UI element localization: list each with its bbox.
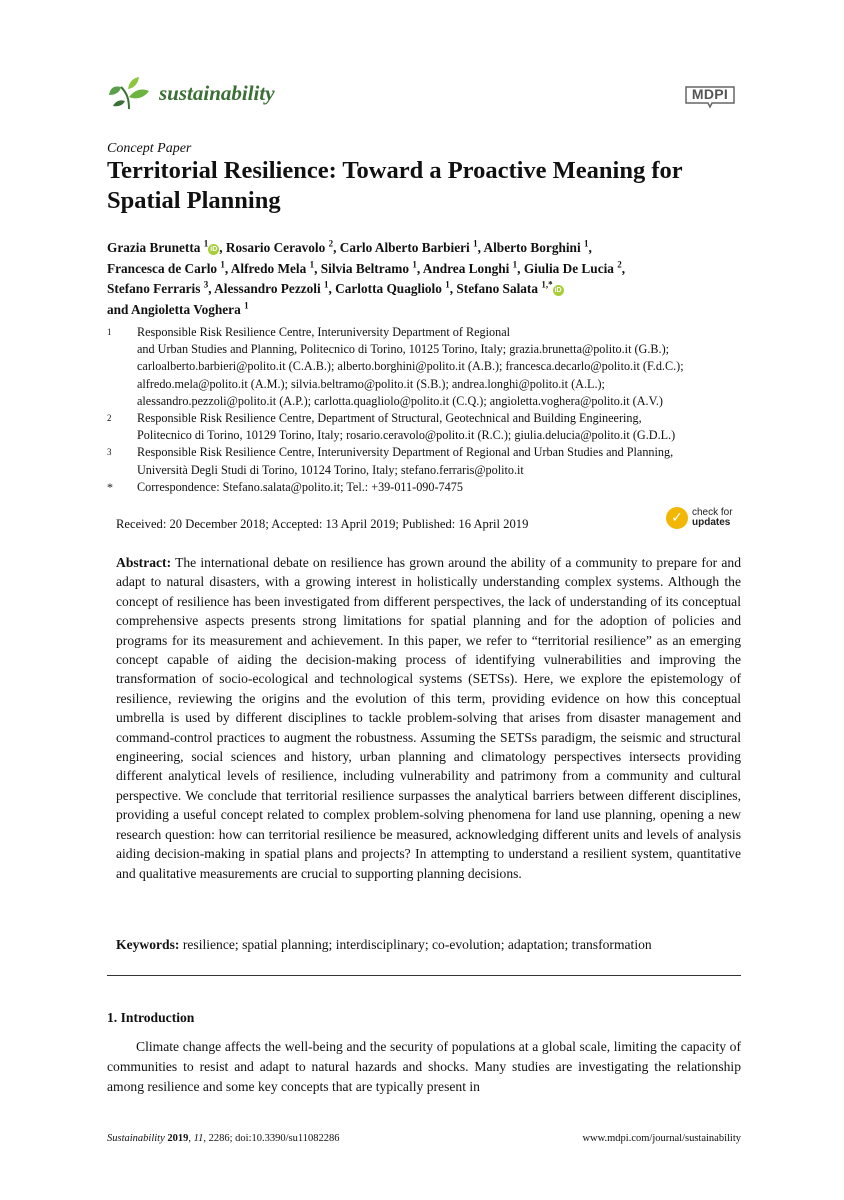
affiliation-number: 2 xyxy=(107,413,112,424)
leaf-icon xyxy=(107,75,151,111)
affiliation-line: Responsible Risk Resilience Centre, Interuniversity Department of Regional xyxy=(137,325,510,339)
author-name: Alfredo Mela $^1$ xyxy=(230,259,315,276)
author-name: Stefano Ferraris $^3$ xyxy=(107,279,209,296)
author-affiliation-mark: 1 xyxy=(473,238,478,249)
footer-volume: 11 xyxy=(193,1133,204,1144)
affiliation-item xyxy=(107,444,747,478)
author-name: Stefano Salata $^{1,*}$iD xyxy=(456,279,562,296)
author-affiliation-mark: 1 xyxy=(309,259,315,270)
footer-journal: Sustainability xyxy=(107,1133,165,1144)
affiliations xyxy=(107,324,747,496)
affiliation-line: Università Degli Studi di Torino, 10124 Torino, Italy; stefano.ferraris@polito.it xyxy=(137,462,524,477)
keywords-label: Keywords: xyxy=(116,937,180,952)
affiliation-line: carloalberto.barbieri@polito.it (C.A.B.); alberto.borghini@polito.it (A.B.); francesca.decarlo@polito.it (F.d.C.); xyxy=(137,359,684,374)
section-body: Climate change affects the well-being and the security of populations at a global scale, limiting the capacity of communities to resist and adapt to natural hazards and shocks. Many studies are investigating the relationship among resilience and some key concepts that are typically present in xyxy=(107,1039,741,1094)
author-affiliation-mark: 1 xyxy=(203,238,209,249)
author-conjunction: and xyxy=(107,301,132,317)
author-name: Carlotta Quagliolo $^1$ xyxy=(335,279,450,296)
author-name: Silvia Beltramo $^1$ xyxy=(320,259,417,276)
author-affiliation-mark: 1 xyxy=(220,259,225,270)
author-affiliation-mark: 1 xyxy=(412,259,417,270)
section-divider xyxy=(107,975,741,976)
journal-logo[interactable] xyxy=(107,73,275,113)
check-updates-line2: updates xyxy=(692,517,731,528)
author-name: Alessandro Pezzoli $^1$ xyxy=(214,279,329,296)
author-affiliation-mark: 2 xyxy=(328,238,334,249)
author-name: Carlo Alberto Barbieri $^1$ xyxy=(339,238,478,255)
footer-year: 2019 xyxy=(167,1133,189,1144)
author-name: Angioletta Voghera $^1$ xyxy=(131,300,249,317)
orcid-icon[interactable]: iD xyxy=(210,246,218,253)
check-for-updates-button[interactable] xyxy=(666,507,733,529)
abstract-text: The international debate on resilience has grown around the ability of a community to prepare for and adapt to natural disasters, with a growing interest in holistically understanding complex systems. Although the concept of resilience has been investigated from different perspectives, the lack of understanding of its conceptual comprehensive aspects presents strong limitations for spatial planning and for the adoption of policies and programs for its measurement and achievement. In this paper, we refer to “territorial resilience” as an emerging concept capable of aiding the decision-making process of identifying vulnerabilities and improving the transformation of socio-ecological and technological systems (SETSs). Here, we explore the epistemology of resilience, reviewing the origins and the evolution of this term, providing evidence on how this conceptual umbrella is used by different disciplines to tackle problem-solving that arises from disaster management and command-control practices to augment the robustness. Assuming the SETSs paradigm, the seismic and structural engineering, social sciences and history, urban planning and climatology perspectives intersects providing different analytical levels of resilience, including vulnerability and patrimony from a community and cultural perspective. We conclude that territorial resilience surpasses the analytical barriers between different disciplines, providing a useful concept related to complex problem-solving phenomena for land use planning, opening a new research question: how can territorial resilience be measured, acknowledging different units and levels of analysis aiding decision-making in spatial plans and projects? In attempting to understand a resilient system, quantitative and qualitative measurements are crucial to supporting planning decisions. xyxy=(116,555,742,881)
affiliation-number: * xyxy=(107,479,113,494)
affiliation-item xyxy=(107,479,747,496)
affiliation-line: Responsible Risk Resilience Centre, Department of Structural, Geotechnical and Building Engineering, xyxy=(137,411,642,426)
publisher-name: MDPI xyxy=(691,86,729,102)
author-name: Francesca de Carlo $^1$ xyxy=(107,259,225,276)
author-affiliation-mark: 1 xyxy=(445,279,450,290)
author-affiliation-mark: 2 xyxy=(617,259,622,270)
publication-dates: Received: 20 December 2018; Accepted: 13 April 2019; Published: 16 April 2019 xyxy=(116,517,529,531)
orcid-icon[interactable]: iD xyxy=(554,287,562,294)
article-type: Concept Paper xyxy=(107,141,192,156)
affiliation-line: Correspondence: Stefano.salata@polito.it; Tel.: +39-011-090-7475 xyxy=(137,479,463,494)
check-updates-line1: check for xyxy=(692,507,733,518)
footer-doi: , 2286; doi:10.3390/su11082286 xyxy=(203,1133,340,1144)
author-name: Andrea Longhi $^1$ xyxy=(422,259,518,276)
author-affiliation-mark: 3 xyxy=(203,279,209,290)
author-name: Grazia Brunetta $^1$iD xyxy=(107,238,218,255)
author-list: Grazia Brunetta $^1$iD , Rosario Ceravolo $^2$, Carlo Alberto Barbieri $^1$, Alberto Borghini $^1$, Francesca de Carlo $^1$, Alfredo Mela $^1$, Silvia Beltramo $^1$, Andrea Longhi $^1$, Giulia De Lucia $^2$, Stefano Ferraris $^3$, Alessandro Pezzoli $^1$, Carlotta Quagliolo $^1$, Stefano Salata $^{1,*}$iD and Angioletta Voghera $^1$ xyxy=(107,238,626,317)
paper-title: Territorial Resilience: Toward a Proactive Meaning for Spatial Planning xyxy=(107,157,683,214)
author-affiliation-mark: 1 xyxy=(244,300,249,311)
publisher-logo[interactable] xyxy=(682,83,738,109)
affiliation-number: 1 xyxy=(107,327,112,337)
citation-footer: Sustainability 2019, 11, 2286; doi:10.3390/su11082286 xyxy=(107,1133,340,1144)
author-affiliation-mark: 1 xyxy=(512,259,518,270)
affiliation-item xyxy=(107,410,747,444)
affiliation-line: and Urban Studies and Planning, Politecnico di Torino, 10125 Torino, Italy; grazia.brunetta@polito.it (G.B.); xyxy=(137,342,670,357)
author-name: Alberto Borghini $^1$ xyxy=(483,238,589,255)
author-affiliation-mark: 1 xyxy=(583,238,589,249)
affiliation-number: 3 xyxy=(107,447,112,458)
affiliation-line: alfredo.mela@polito.it (A.M.); silvia.beltramo@polito.it (S.B.); andrea.longhi@polito.it (A.L.); xyxy=(137,376,605,391)
author-name: Rosario Ceravolo $^2$ xyxy=(225,238,334,255)
keywords-text: resilience; spatial planning; interdisciplinary; co-evolution; adaptation; transformation xyxy=(182,937,652,952)
section-title: 1. Introduction xyxy=(107,1010,195,1025)
checkmark-icon: ✓ xyxy=(666,507,688,529)
keywords xyxy=(116,935,741,954)
abstract xyxy=(116,553,741,883)
author-name: Giulia De Lucia $^2$ xyxy=(523,259,622,276)
affiliation-line: Responsible Risk Resilience Centre, Interuniversity Department of Regional and Urban Studies and Planning, xyxy=(137,445,674,460)
abstract-label: Abstract: xyxy=(116,555,172,570)
affiliation-item xyxy=(107,324,747,410)
journal-name: sustainability xyxy=(159,80,275,105)
author-affiliation-mark: 1,* xyxy=(541,279,553,290)
affiliation-line: Politecnico di Torino, 10129 Torino, Italy; rosario.ceravolo@polito.it (R.C.); giulia.delucia@polito.it (G.D.L.) xyxy=(137,428,676,443)
author-affiliation-mark: 1 xyxy=(323,279,329,290)
journal-url-link[interactable]: www.mdpi.com/journal/sustainability xyxy=(582,1133,741,1144)
affiliation-line: alessandro.pezzoli@polito.it (A.P.); carlotta.quagliolo@polito.it (C.Q.); angioletta.voghera@polito.it (A.V.) xyxy=(137,393,663,408)
